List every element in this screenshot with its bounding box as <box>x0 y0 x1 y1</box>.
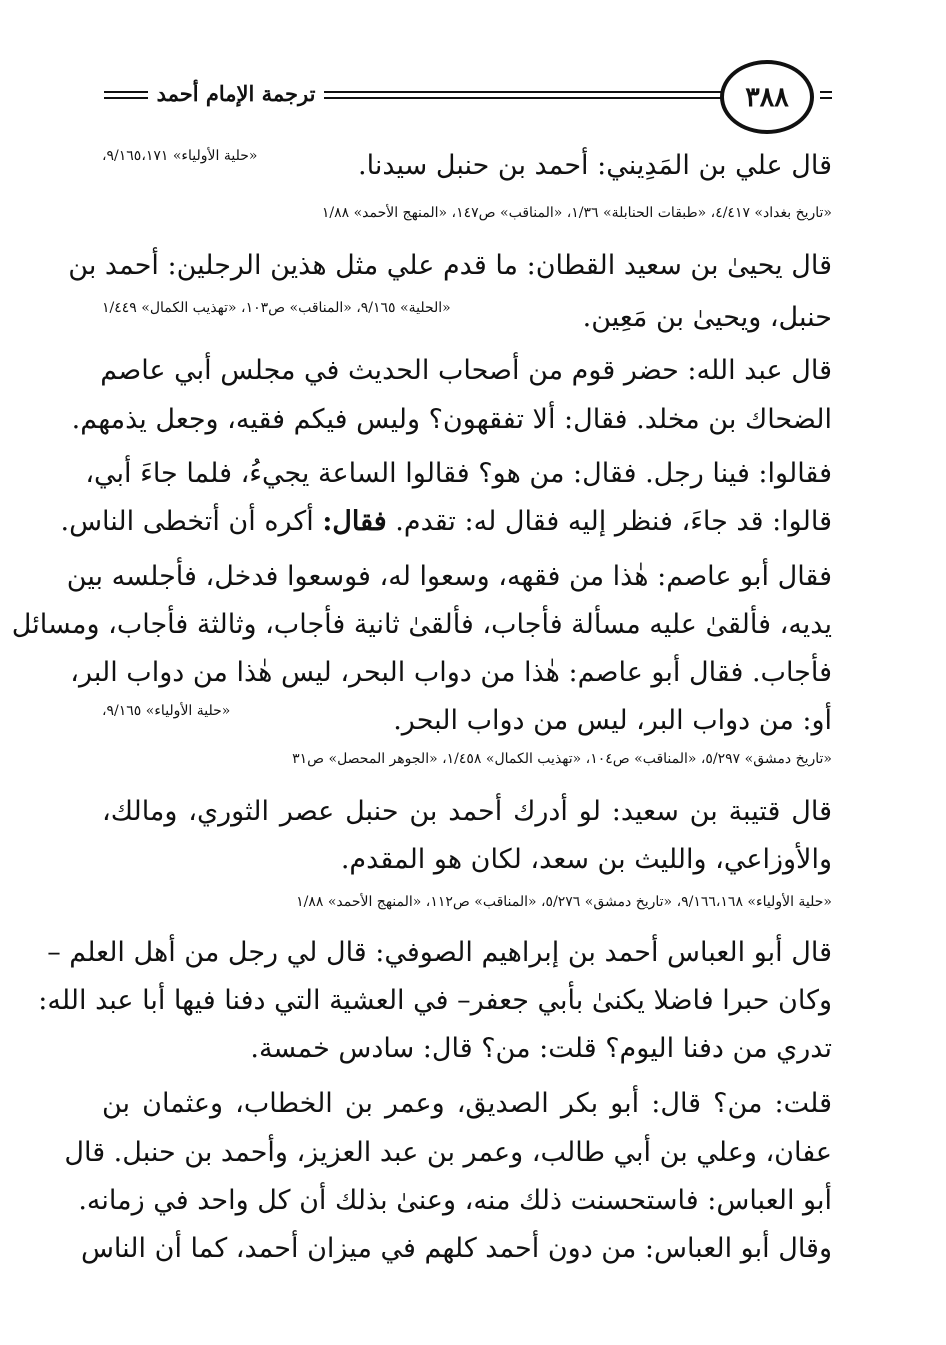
text-line <box>102 294 832 342</box>
quote-ali-ibn-al-madini: قال علي بن المَدِيني: أحمد بن حنبل سيدنا. <box>358 150 832 181</box>
citation: «الحلية» ٩/١٦٥، «المناقب» ص١٠٣، «تهذيب الكمال» ١/٤٤٩ <box>102 300 451 316</box>
text-line: أبو العباس: فاستحسنت ذلك منه، وعنىٰ بذلك أن كل واحد في زمانه. <box>78 1185 832 1216</box>
citation-line: «تاريخ دمشق» ٥/٢٩٧، «المناقب» ص١٠٤، «تهذيب الكمال» ١/٤٥٨، «الجوهر المحصل» ص٣١ <box>292 751 832 767</box>
text-line: يديه، فألقىٰ عليه مسألة فأجاب، فألقىٰ ثانية فأجاب، وثالثة فأجاب، ومسائل <box>11 609 832 640</box>
page-header <box>96 60 832 136</box>
text-line: فأجاب. فقال أبو عاصم: هٰذا من دواب البحر، ليس هٰذا من دواب البر، <box>70 657 832 688</box>
text-line: الضحاك بن مخلد. فقال: ألا تفقهون؟ وليس فيكم فقيه، وجعل يذمهم. <box>71 404 832 435</box>
text-line: قال أبو العباس أحمد بن إبراهيم الصوفي: قال لي رجل من أهل العلم – <box>47 937 832 968</box>
text-line: تدري من دفنا اليوم؟ قلت: من؟ قال: سادس خمسة. <box>250 1033 832 1064</box>
running-title: ترجمة الإمام أحمد <box>156 81 316 106</box>
text-span: أكره أن أتخطى الناس. <box>60 506 314 537</box>
citation: «حلية الأولياء» ٩/١٦٥،١٧١، <box>102 148 258 164</box>
header-rule-left <box>104 91 148 101</box>
text-line: وكان حبرا فاضلا يكنىٰ بأبي جعفر– في العشية التي دفنا فيها أبا عبد الله: <box>38 985 832 1016</box>
text-span: قالوا: قد جاءَ، فنظر إليه فقال له: تقدم. <box>395 506 832 537</box>
text-line: قلت: من؟ قال: أبو بكر الصديق، وعمر بن الخطاب، وعثمان بن <box>102 1088 832 1119</box>
quote-yahya-end: حنبل، ويحيىٰ بن مَعِين. <box>582 302 832 333</box>
header-rule-right <box>820 91 832 101</box>
text-line: فقال أبو عاصم: هٰذا من فقهه، وسعوا له، فوسعوا فدخل، فأجلسه بين <box>66 561 832 592</box>
text-line: عفان، وعلي بن أبي طالب، وعمر بن عبد العزيز، وأحمد بن حنبل. قال <box>64 1137 832 1168</box>
text-line <box>102 697 832 745</box>
citation-line: «تاريخ بغداد» ٤/٤١٧، «طبقات الحنابلة» ١/٣٦، «المناقب» ص١٤٧، «المنهج الأحمد» ١/٨٨ <box>321 205 832 221</box>
page-number: ٣٨٨ <box>720 60 814 134</box>
text-line: فقالوا: فينا رجل. فقال: من هو؟ فقالوا الساعة يجيءُ، فلما جاءَ أبي، <box>85 458 832 489</box>
text-line <box>102 142 832 190</box>
text-span-bold: فقال: <box>322 506 387 537</box>
header-rule-middle <box>324 91 752 101</box>
text-line: قال قتيبة بن سعيد: لو أدرك أحمد بن حنبل عصر الثوري، ومالك، <box>102 796 832 827</box>
text-line: قال عبد الله: حضر قوم من أصحاب الحديث في مجلس أبي عاصم <box>100 355 832 386</box>
text-span: أو: من دواب البر، ليس من دواب البحر. <box>393 705 832 736</box>
text-line: قال يحيىٰ بن سعيد القطان: ما قدم علي مثل هذين الرجلين: أحمد بن <box>68 250 832 281</box>
text-line <box>60 498 832 546</box>
text-line: وقال أبو العباس: من دون أحمد كلهم في ميزان أحمد، كما أن الناس <box>80 1233 832 1264</box>
text-line: والأوزاعي، والليث بن سعد، لكان هو المقدم. <box>340 844 832 875</box>
citation-line: «حلية الأولياء» ٩/١٦٦،١٦٨، «تاريخ دمشق» ٥/٢٧٦، «المناقب» ص١١٢، «المنهج الأحمد» ١/٨٨ <box>296 894 832 910</box>
citation: «حلية الأولياء» ٩/١٦٥، <box>102 703 231 719</box>
